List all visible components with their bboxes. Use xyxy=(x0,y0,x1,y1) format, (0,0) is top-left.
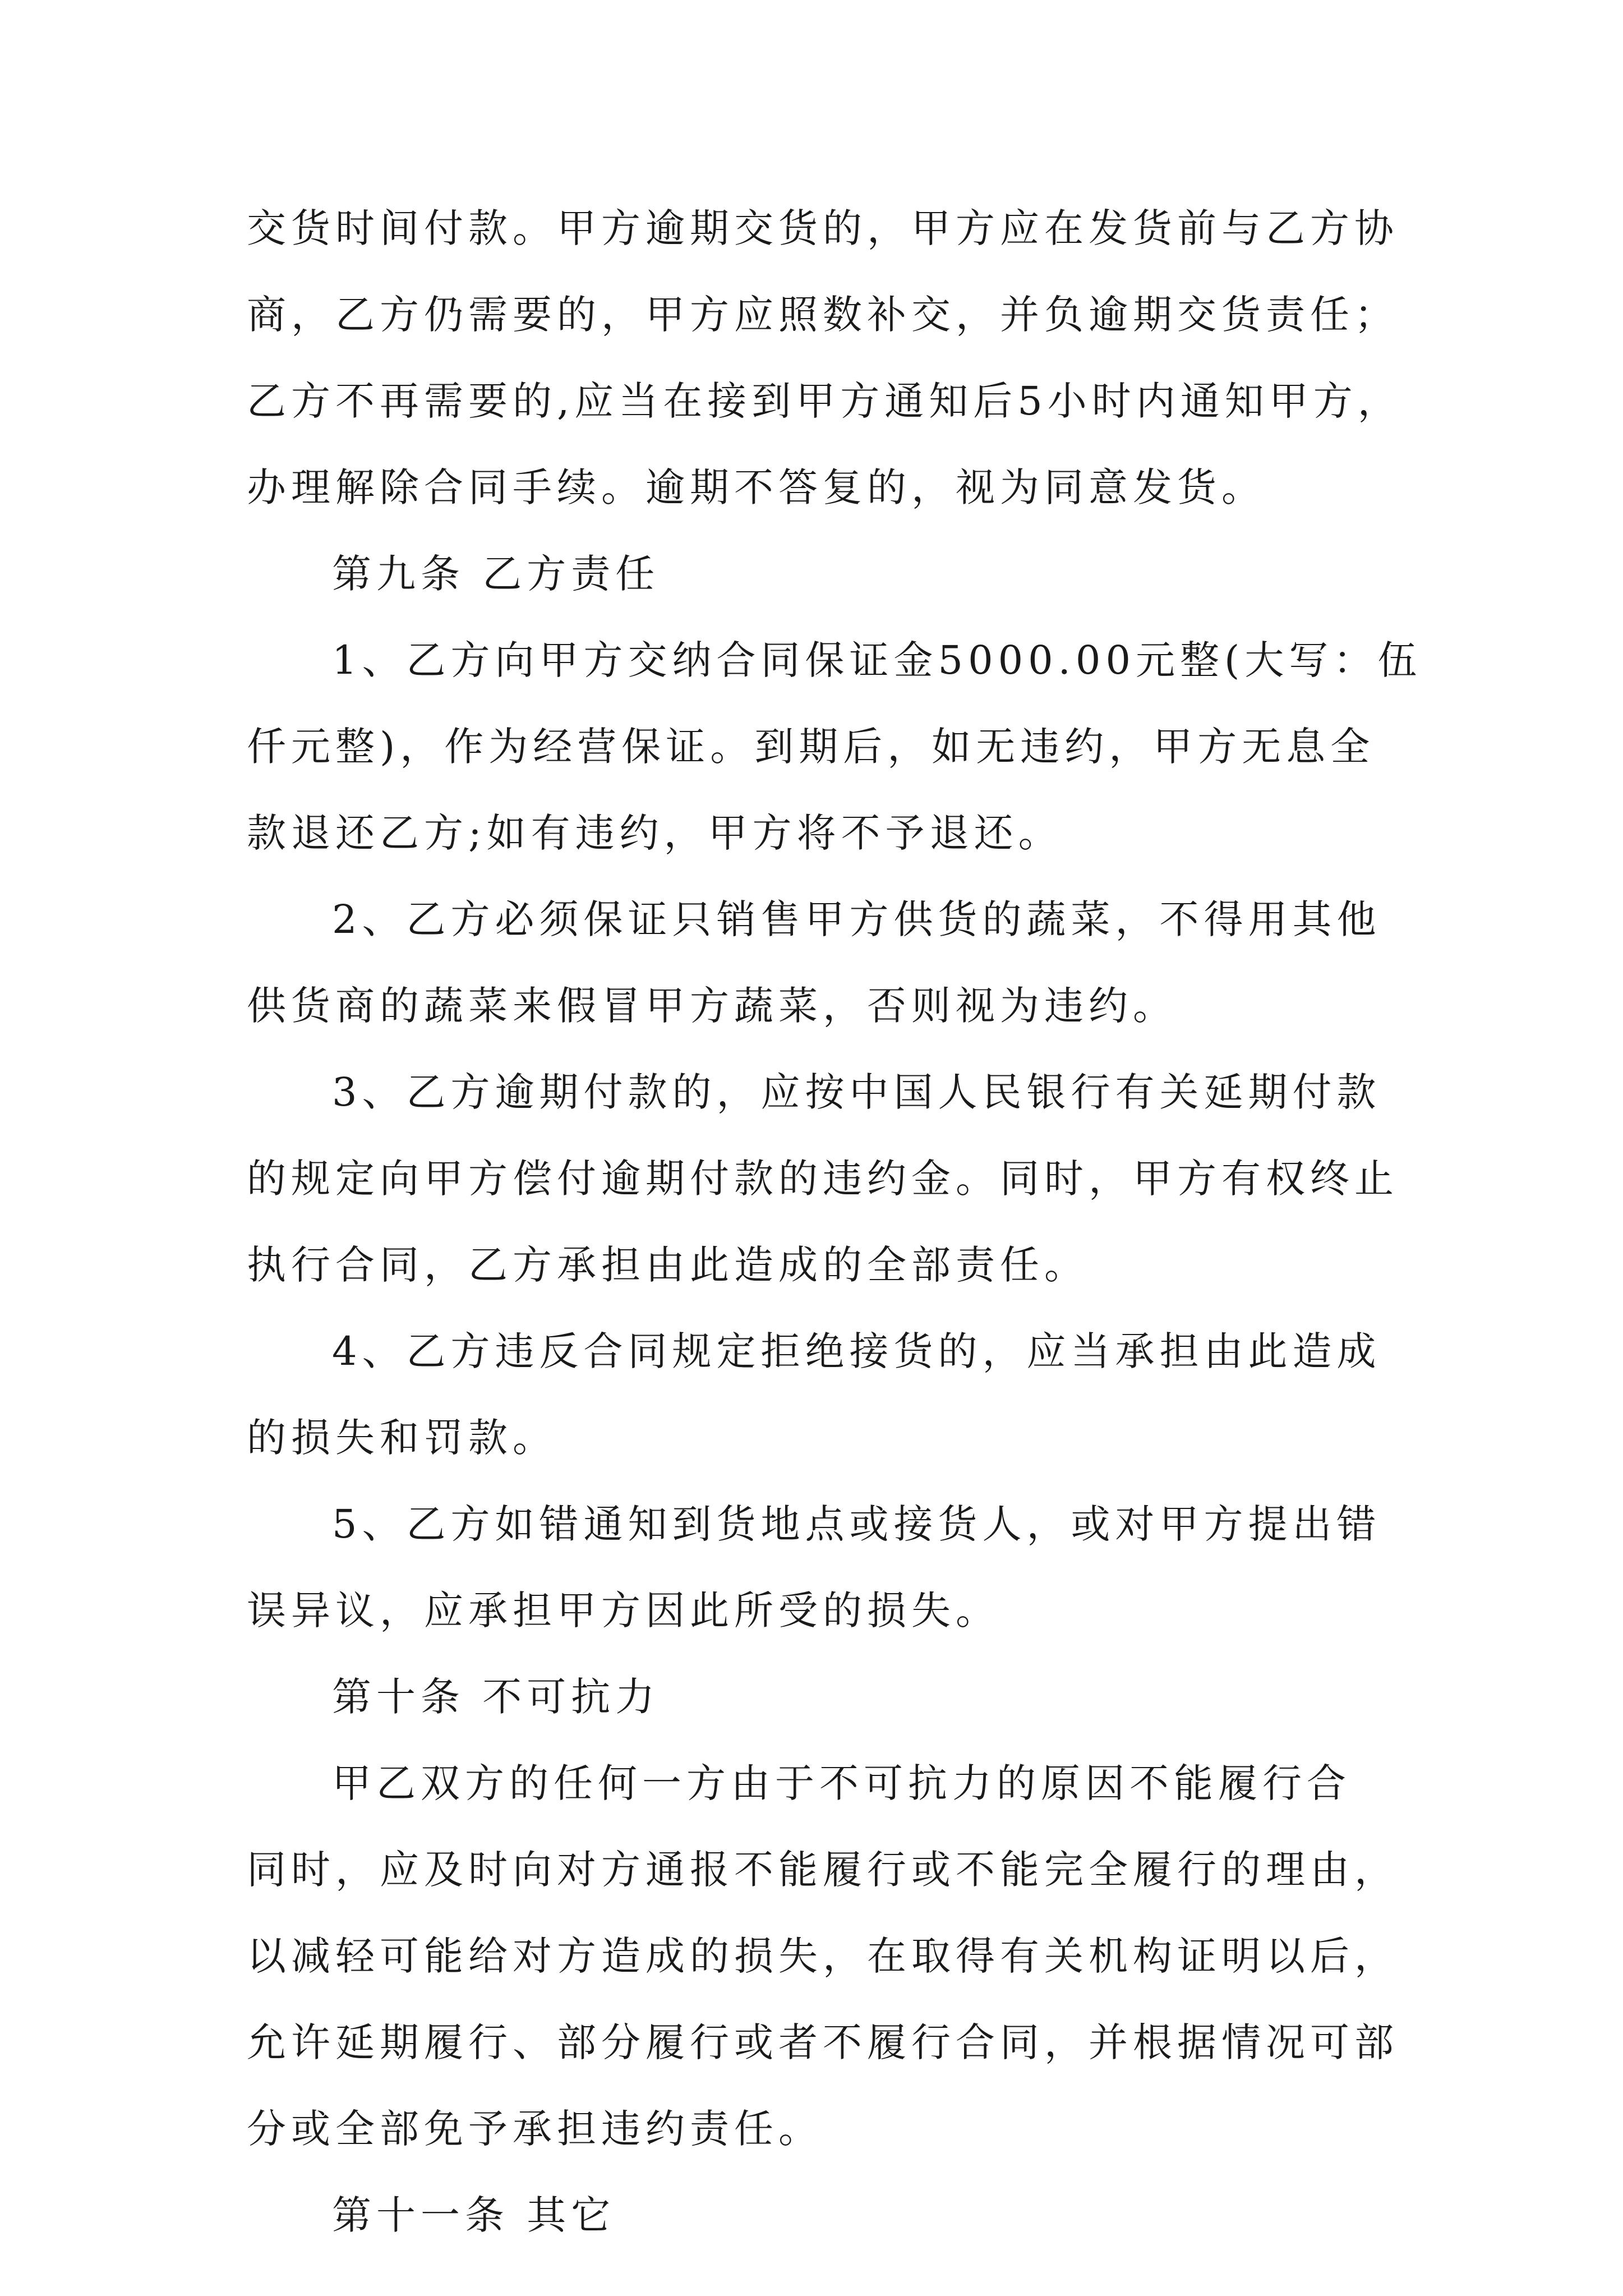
section-heading-article-9: 第九条 乙方责任 xyxy=(332,551,660,597)
body-text-line: 商，乙方仍需要的，甲方应照数补交，并负逾期交货责任； xyxy=(247,292,1399,338)
body-text-line: 仟元整)，作为经营保证。到期后，如无违约，甲方无息全 xyxy=(247,724,1375,770)
clause-item-4: 4、乙方违反合同规定拒绝接货的，应当承担由此造成 xyxy=(332,1328,1381,1374)
body-text-line: 交货时间付款。甲方逾期交货的，甲方应在发货前与乙方协 xyxy=(247,205,1399,251)
body-text-line: 的损失和罚款。 xyxy=(247,1415,557,1461)
body-text-line: 分或全部免予承担违约责任。 xyxy=(247,2106,823,2152)
clause-item-2: 2、乙方必须保证只销售甲方供货的蔬菜，不得用其他 xyxy=(332,896,1381,942)
body-text-line: 允许延期履行、部分履行或者不履行合同，并根据情况可部 xyxy=(247,2019,1399,2065)
body-text-line: 误异议，应承担甲方因此所受的损失。 xyxy=(247,1588,1000,1634)
section-heading-article-11: 第十一条 其它 xyxy=(332,2192,616,2238)
paragraph-start: 甲乙双方的任何一方由于不可抗力的原因不能履行合 xyxy=(332,1760,1351,1806)
section-heading-article-10: 第十条 不可抗力 xyxy=(332,1674,660,1720)
body-text-line: 同时，应及时向对方通报不能履行或不能完全履行的理由， xyxy=(247,1847,1399,1893)
body-text-line: 乙方不再需要的,应当在接到甲方通知后5小时内通知甲方， xyxy=(247,378,1402,424)
body-text-line: 的规定向甲方偿付逾期付款的违约金。同时，甲方有权终止 xyxy=(247,1156,1399,1202)
body-text-line: 以减轻可能给对方造成的损失，在取得有关机构证明以后， xyxy=(247,1933,1399,1979)
body-text-line: 办理解除合同手续。逾期不答复的，视为同意发货。 xyxy=(247,464,1266,510)
clause-item-5: 5、乙方如错通知到货地点或接货人，或对甲方提出错 xyxy=(332,1501,1381,1547)
clause-item-3: 3、乙方逾期付款的，应按中国人民银行有关延期付款 xyxy=(332,1069,1381,1115)
document-body xyxy=(247,205,1422,2282)
clause-item-1: 1、乙方向甲方交纳合同保证金5000.00元整(大写：伍 xyxy=(332,637,1422,683)
body-text-line: 供货商的蔬菜来假冒甲方蔬菜，否则视为违约。 xyxy=(247,983,1177,1029)
body-text-line: 执行合同，乙方承担由此造成的全部责任。 xyxy=(247,1242,1089,1288)
body-text-line: 款退还乙方;如有违约，甲方将不予退还。 xyxy=(247,810,1063,856)
